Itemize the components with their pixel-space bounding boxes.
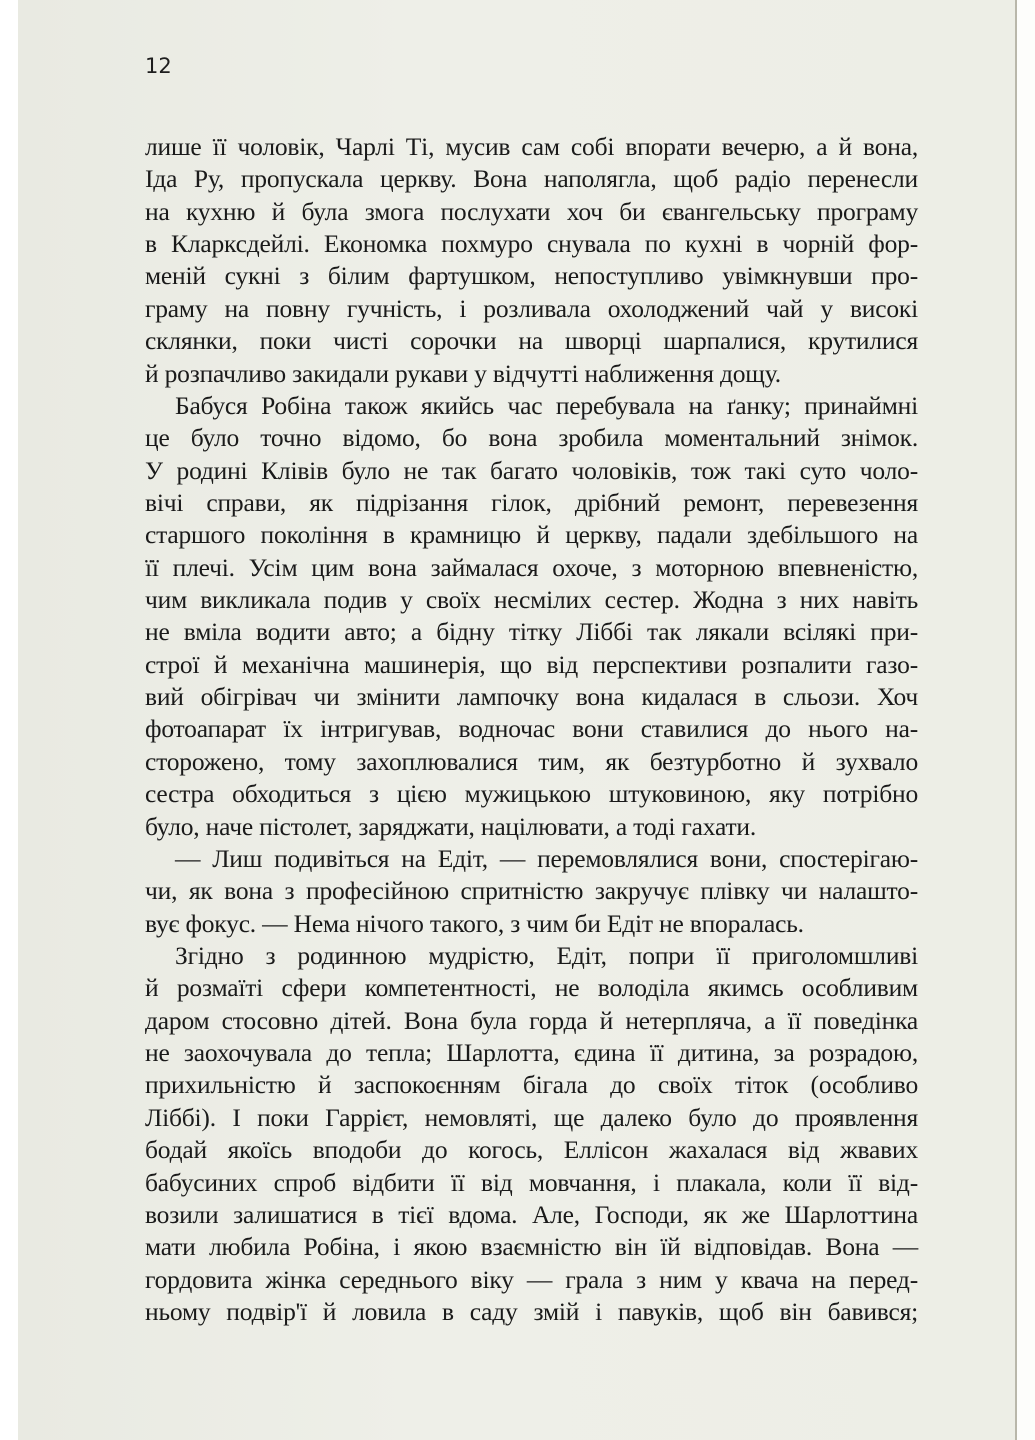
text-line: старшого покоління в крамницю й церкву, падали здебільшого на [145,520,918,550]
text-line: граму на повну гучність, і розливала охолоджений чай у високі [145,293,918,323]
text-line: вічі справи, як підрізання гілок, дрібний ремонт, перевезення [145,487,918,517]
text-line: вий обігрівач чи змінити лампочку вона кидалася в сльози. Хоч [145,682,918,712]
text-line: чи, як вона з професійною спритністю закручує плівку чи налашто- [145,876,918,906]
text-line: бабусиних спроб відбити її від мовчання, і плакала, коли її від- [145,1167,918,1197]
text-line: прихильністю й заспокоєнням бігала до своїх тіток (особливо [145,1070,918,1100]
text-line: даром стосовно дітей. Вона була горда й нетерпляча, а її поведінка [145,1005,918,1035]
text-line: У родині Клівів було не так багато чоловіків, тож такі суто чоло- [145,455,918,485]
text-line: сторожено, тому захоплювалися тим, як безтурботно й зухвало [145,746,918,776]
text-line: строї й механічна машинерія, що від перспективи розпалити газо- [145,649,918,679]
text-line: чим викликала подив у своїх несмілих сестер. Жодна з них навіть [145,585,918,615]
text-line: бодай якоїсь вподоби до когось, Еллісон жахалася від жвавих [145,1135,918,1165]
text-line: гордовита жінка середнього віку — грала з ним у квача на перед- [145,1264,918,1294]
page-margin [1017,0,1035,1440]
text-line: Ліббі). І поки Гаррієт, немовляті, ще далеко було до проявлення [145,1102,918,1132]
text-line: було, наче пістолет, заряджати, націлювати, а тоді гахати. [145,811,757,841]
paragraph-first-line: Згідно з родинною мудрістю, Едіт, попри її приголомшливі [175,941,918,970]
page-number: 12 [145,54,172,78]
text-line: це було точно відомо, бо вона зробила моментальний знімок. [145,423,918,453]
text-line: склянки, поки чисті сорочки на шворці шарпалися, крутилися [145,326,918,356]
text-line: возили залишатися в тієї вдома. Але, Господи, як же Шарлоттина [145,1199,918,1229]
paragraph-first-line: — Лиш подивіться на Едіт, — перемовлялися вони, спостерігаю- [175,843,918,873]
text-line: ньому подвір'ї й ловила в саду змій і павуків, щоб він бавився; [145,1296,918,1326]
text-line: фотоапарат їх інтригував, водночас вони ставилися до нього на- [145,714,918,744]
text-line: її плечі. Усім цим вона займалася охоче, з моторною впевненістю, [145,552,918,582]
text-line: меній сукні з білим фартушком, непоступливо увімкнувши про- [145,261,918,291]
paragraph-first-line: Бабуся Робіна також якийсь час перебувала на ґанку; принаймні [175,390,918,420]
text-line: вує фокус. — Нема нічого такого, з чим би Едіт не впоралась. [145,908,804,938]
text-line: Іда Ру, пропускала церкву. Вона наполягла, щоб радіо перенесли [145,164,918,194]
text-line: на кухню й була змога послухати хоч би євангельську програму [145,196,918,226]
text-line: сестра обходиться з цією мужицькою штуковиною, яку потрібно [145,779,918,809]
text-line: не вміла водити авто; а бідну тітку Ліббі так лякали всілякі при- [145,617,918,647]
text-line: не заохочувала до тепла; Шарлотта, єдина її дитина, за розрадою, [145,1038,918,1068]
text-line: мати любила Робіна, і якою взаємністю він їй відповідав. Вона — [145,1232,918,1262]
text-line: й розмаїті сфери компетентності, не володіла якимсь особливим [145,973,918,1003]
text-line: й розпачливо закидали рукави у відчутті наближення дощу. [145,358,781,388]
text-line: лише її чоловік, Чарлі Ті, мусив сам собі впорати вечерю, а й вона, [145,132,918,161]
text-line: в Кларксдейлі. Економка похмуро снувала по кухні в чорній фор- [145,229,918,259]
